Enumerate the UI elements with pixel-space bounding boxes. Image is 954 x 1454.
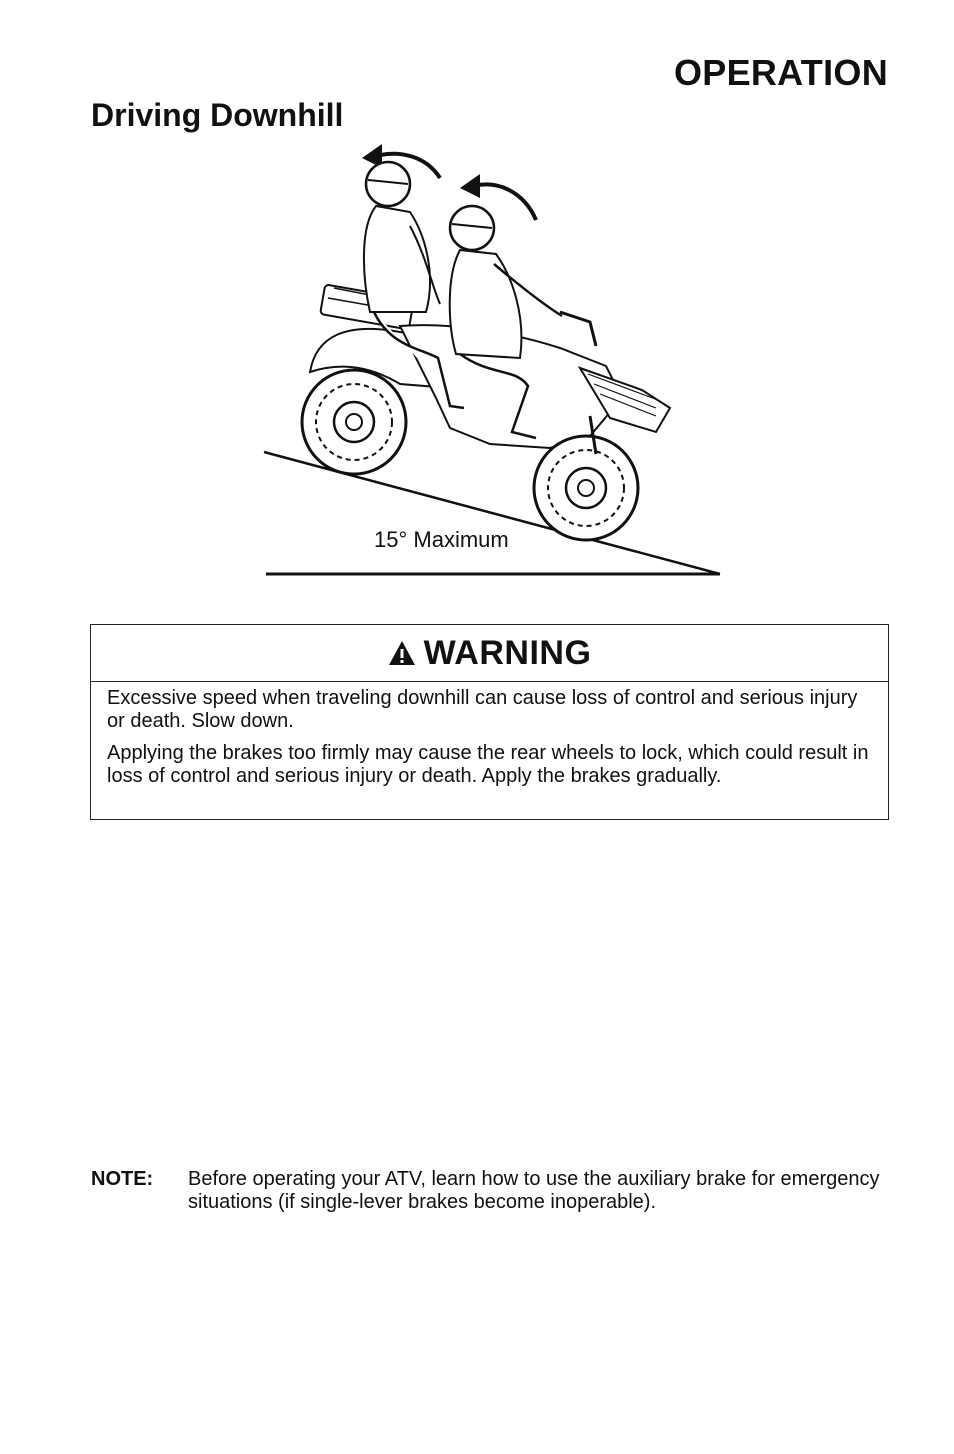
- riders-on-atv-downhill: [302, 162, 670, 540]
- note: [91, 1168, 891, 1214]
- warning-body: [91, 682, 888, 788]
- note-label: NOTE:: [91, 1168, 154, 1190]
- warning-triangle-icon: [388, 640, 416, 666]
- note-text: Before operating your ATV, learn how to use the auxiliary brake for emergency situations (if single-lever brakes become inoperable).: [188, 1168, 880, 1213]
- slope-angle-caption: 15° Maximum: [374, 527, 509, 552]
- warning-paragraph: Applying the brakes too firmly may cause the rear wheels to lock, which could result in loss of control and serious injury or death. Apply the brakes gradually.: [107, 742, 869, 787]
- warning-header: [91, 625, 888, 682]
- warning-paragraph: Excessive speed when traveling downhill can cause loss of control and serious injury or death. Slow down.: [107, 687, 858, 732]
- page-title: Driving Downhill: [91, 97, 344, 133]
- warning-box: [90, 624, 889, 820]
- warning-title: WARNING: [423, 633, 592, 672]
- section-header: OPERATION: [673, 52, 888, 93]
- atv-downhill-illustration: [250, 136, 730, 584]
